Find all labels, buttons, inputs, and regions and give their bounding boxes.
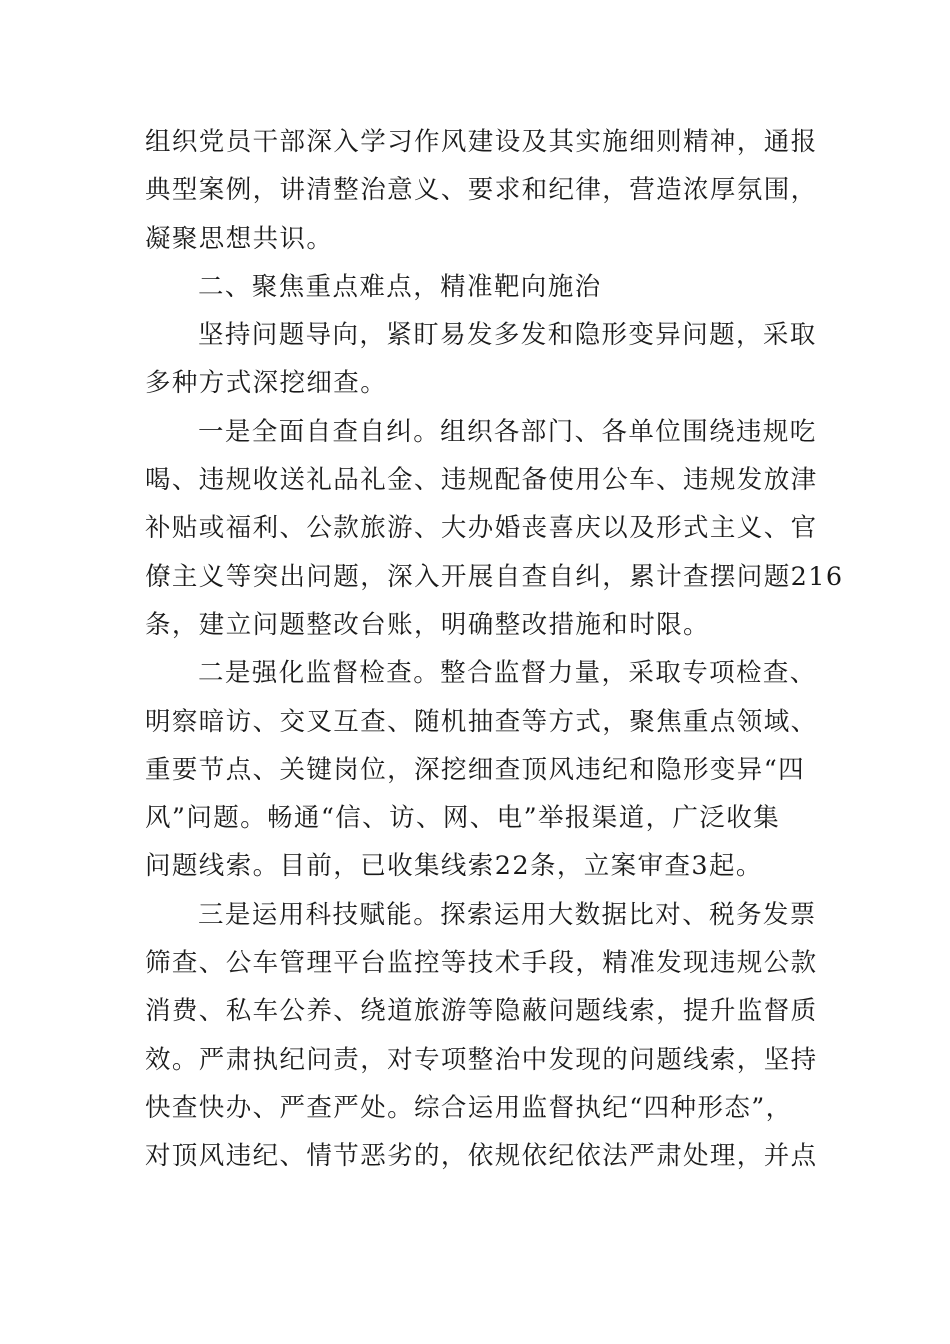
text-line: 筛查、公车管理平台监控等技术手段，精准发现违规公款 (145, 948, 818, 979)
text-line: 多种方式深挖细查。 (145, 368, 388, 399)
text-line: 消费、私车公养、绕道旅游等隐蔽问题线索，提升监督质 (145, 996, 818, 1027)
text-line: 重要节点、关键岗位，深挖细查顶风违纪和隐形变异“四 (145, 754, 806, 785)
section-heading: 二、聚焦重点难点，精准靶向施治 (198, 271, 602, 302)
text-line: 坚持问题导向，紧盯易发多发和隐形变异问题，采取 (198, 320, 817, 351)
text-line: 典型案例，讲清整治意义、要求和纪律，营造浓厚氛围， (145, 175, 818, 206)
text-line: 问题线索。目前，已收集线索22条，立案审查3起。 (145, 851, 763, 882)
document-body (145, 118, 844, 1181)
text-line: 条，建立问题整改台账，明确整改措施和时限。 (145, 609, 710, 640)
text-line: 三是运用科技赋能。探索运用大数据比对、税务发票 (198, 899, 817, 930)
text-line: 僚主义等突出问题，深入开展自查自纠，累计查摆问题216 (145, 561, 844, 592)
text-line: 风”问题。畅通“信、访、网、电”举报渠道，广泛收集 (145, 803, 781, 834)
text-line: 组织党员干部深入学习作风建设及其实施细则精神，通报 (145, 127, 818, 157)
text-line: 效。严肃执纪问责，对专项整治中发现的问题线索，坚持 (145, 1044, 818, 1075)
text-line: 二是强化监督检查。整合监督力量，采取专项检查、 (198, 658, 817, 689)
text-line: 凝聚思想共识。 (145, 223, 334, 254)
text-line: 喝、违规收送礼品礼金、违规配备使用公车、违规发放津 (145, 465, 818, 496)
text-line: 一是全面自查自纠。组织各部门、各单位围绕违规吃 (198, 416, 817, 447)
text-line: 补贴或福利、公款旅游、大办婚丧喜庆以及形式主义、官 (145, 513, 818, 544)
text-line: 对顶风违纪、情节恶劣的，依规依纪依法严肃处理，并点 (145, 1141, 818, 1172)
text-line: 明察暗访、交叉互查、随机抽查等方式，聚焦重点领域、 (145, 706, 818, 737)
text-line: 快查快办、严查严处。综合运用监督执纪“四种形态”， (145, 1092, 793, 1123)
